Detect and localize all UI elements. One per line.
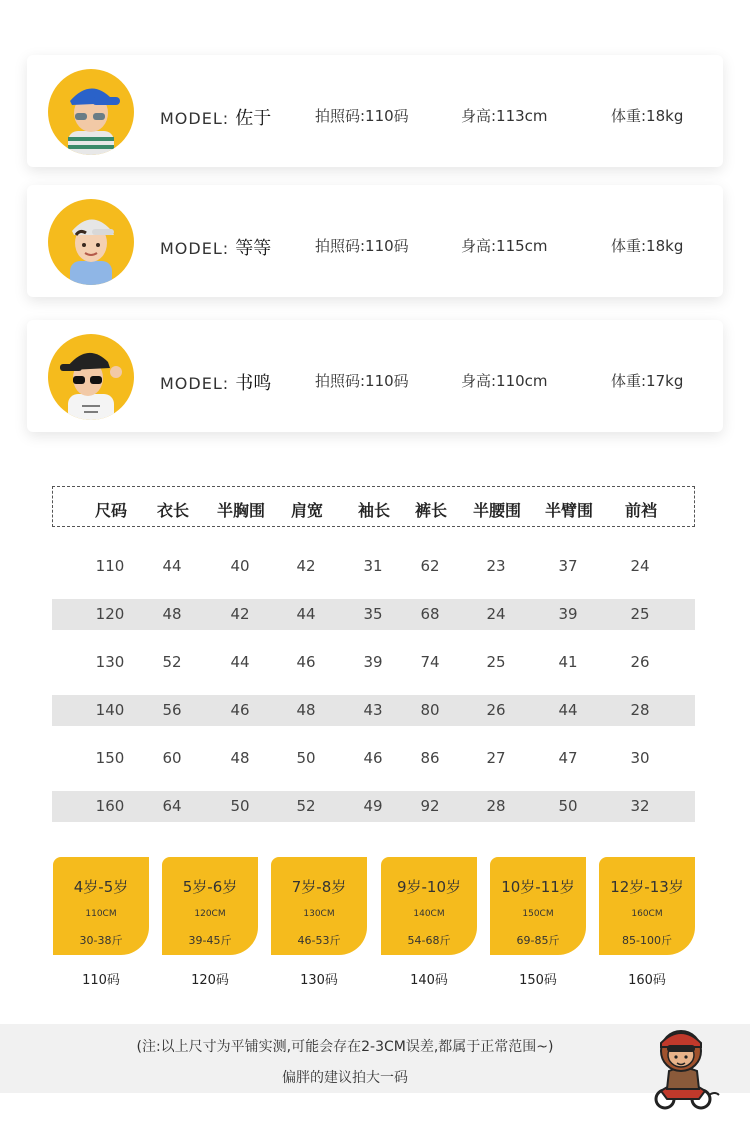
- model-height: 身高:110cm: [461, 372, 548, 390]
- table-cell: 26: [630, 653, 650, 671]
- model-height: 身高:113cm: [461, 107, 548, 125]
- model-card-1: [27, 55, 723, 167]
- age-weight: 69-85斤: [516, 934, 560, 947]
- boy-photo-icon: [48, 334, 134, 420]
- model-card-3: [27, 320, 723, 432]
- model-name: 等等: [235, 238, 272, 259]
- table-cell: 42: [296, 557, 316, 575]
- table-row: [52, 695, 695, 726]
- table-cell: 50: [296, 749, 316, 767]
- age-weight: 54-68斤: [407, 934, 451, 947]
- age-height: 160CM: [631, 909, 663, 919]
- table-cell: 39: [363, 653, 383, 671]
- model-name: 佐于: [235, 108, 272, 129]
- age-height: 150CM: [522, 909, 554, 919]
- table-cell: 110: [95, 557, 125, 575]
- age-range: 5岁-6岁: [182, 878, 238, 896]
- table-row: [52, 743, 695, 774]
- model-weight: 体重:18kg: [611, 107, 684, 125]
- table-cell: 37: [558, 557, 578, 575]
- age-weight: 46-53斤: [297, 934, 341, 947]
- table-cell: 24: [630, 557, 650, 575]
- size-table-header: [52, 486, 695, 527]
- model-weight: 体重:17kg: [611, 372, 684, 390]
- boy-photo-icon: [48, 69, 134, 155]
- table-cell: 25: [486, 653, 506, 671]
- header-length: 衣长: [156, 501, 190, 520]
- table-cell: 46: [296, 653, 316, 671]
- model-photo-size: 拍照码:110码: [315, 237, 409, 255]
- table-cell: 130: [95, 653, 125, 671]
- table-cell: 44: [162, 557, 182, 575]
- table-cell: 48: [230, 749, 250, 767]
- table-row: [52, 647, 695, 678]
- table-cell: 92: [420, 797, 440, 815]
- age-card: [162, 857, 258, 955]
- table-cell: 50: [558, 797, 578, 815]
- table-cell: 46: [363, 749, 383, 767]
- model-label: MODEL: 佐于: [160, 108, 272, 129]
- header-half-waist: 半腰围: [472, 501, 522, 520]
- age-size-code: 110码: [82, 973, 120, 988]
- model-avatar: [48, 69, 134, 155]
- table-cell: 23: [486, 557, 506, 575]
- age-height: 110CM: [85, 909, 117, 919]
- table-cell: 35: [363, 605, 383, 623]
- table-cell: 43: [363, 701, 383, 719]
- age-card: [271, 857, 367, 955]
- table-row: [52, 551, 695, 582]
- age-card: [381, 857, 477, 955]
- table-cell: 48: [162, 605, 182, 623]
- table-cell: 25: [630, 605, 650, 623]
- age-height: 120CM: [194, 909, 226, 919]
- table-cell: 50: [230, 797, 250, 815]
- model-name: 书鸣: [235, 373, 272, 394]
- age-range: 7岁-8岁: [291, 878, 347, 896]
- table-cell: 86: [420, 749, 440, 767]
- table-cell: 48: [296, 701, 316, 719]
- table-cell: 60: [162, 749, 182, 767]
- table-row: [52, 791, 695, 822]
- table-cell: 140: [95, 701, 125, 719]
- table-cell: 160: [95, 797, 125, 815]
- header-half-chest: 半胸围: [216, 501, 266, 520]
- model-photo-size: 拍照码:110码: [315, 107, 409, 125]
- table-cell: 31: [363, 557, 383, 575]
- model-height: 身高:115cm: [461, 237, 548, 255]
- table-cell: 56: [162, 701, 182, 719]
- note-band: [0, 1024, 750, 1093]
- table-cell: 62: [420, 557, 440, 575]
- header-shoulder: 肩宽: [290, 501, 324, 520]
- model-label: MODEL: 书鸣: [160, 373, 272, 394]
- table-cell: 28: [486, 797, 506, 815]
- size-table: [52, 486, 695, 822]
- age-range: 9岁-10岁: [396, 878, 462, 896]
- note-measurement: (注:以上尺寸为平铺实测,可能会存在2-3CM误差,都属于正常范围~): [136, 1039, 554, 1055]
- table-cell: 26: [486, 701, 506, 719]
- header-sleeve: 袖长: [357, 501, 391, 520]
- header-pants-length: 裤长: [414, 501, 448, 520]
- table-cell: 49: [363, 797, 383, 815]
- boy-photo-icon: [48, 199, 134, 285]
- age-size-code: 150码: [519, 973, 557, 988]
- table-cell: 64: [162, 797, 182, 815]
- table-cell: 74: [420, 653, 440, 671]
- model-weight: 体重:18kg: [611, 237, 684, 255]
- model-avatar: [48, 199, 134, 285]
- table-cell: 44: [558, 701, 578, 719]
- table-cell: 47: [558, 749, 578, 767]
- age-weight: 85-100斤: [622, 934, 672, 947]
- age-size-code: 130码: [300, 973, 338, 988]
- table-row: [52, 599, 695, 630]
- age-card: [490, 857, 586, 955]
- table-cell: 120: [95, 605, 125, 623]
- table-cell: 46: [230, 701, 250, 719]
- age-card: [599, 857, 695, 955]
- age-card: [53, 857, 149, 955]
- table-cell: 52: [162, 653, 182, 671]
- table-cell: 40: [230, 557, 250, 575]
- age-size-code: 160码: [628, 973, 666, 988]
- header-front-rise: 前裆: [624, 501, 658, 520]
- table-cell: 32: [630, 797, 650, 815]
- table-cell: 52: [296, 797, 316, 815]
- age-range: 4岁-5岁: [73, 878, 129, 896]
- table-cell: 80: [420, 701, 440, 719]
- table-cell: 24: [486, 605, 506, 623]
- age-range: 10岁-11岁: [501, 878, 575, 896]
- table-cell: 42: [230, 605, 250, 623]
- table-cell: 27: [486, 749, 506, 767]
- table-cell: 39: [558, 605, 578, 623]
- age-weight: 39-45斤: [188, 934, 232, 947]
- lion-rider-mascot-icon: [643, 1021, 723, 1111]
- model-avatar: [48, 334, 134, 420]
- table-cell: 44: [230, 653, 250, 671]
- table-cell: 68: [420, 605, 440, 623]
- header-size: 尺码: [94, 501, 128, 520]
- model-photo-size: 拍照码:110码: [315, 372, 409, 390]
- age-height: 130CM: [303, 909, 335, 919]
- table-cell: 41: [558, 653, 578, 671]
- table-cell: 44: [296, 605, 316, 623]
- model-card-2: [27, 185, 723, 297]
- model-label: MODEL: 等等: [160, 238, 272, 259]
- table-cell: 28: [630, 701, 650, 719]
- age-size-code: 120码: [191, 973, 229, 988]
- table-cell: 30: [630, 749, 650, 767]
- age-weight: 30-38斤: [79, 934, 123, 947]
- note-size-advice: 偏胖的建议拍大一码: [282, 1070, 408, 1086]
- header-half-arm: 半臂围: [544, 501, 594, 520]
- age-size-code: 140码: [410, 973, 448, 988]
- table-cell: 150: [95, 749, 125, 767]
- age-range: 12岁-13岁: [610, 878, 684, 896]
- age-height: 140CM: [413, 909, 445, 919]
